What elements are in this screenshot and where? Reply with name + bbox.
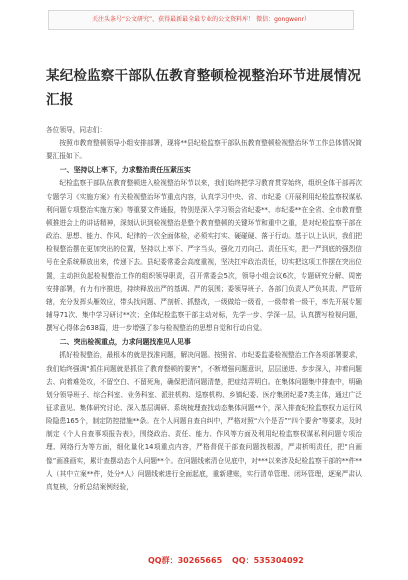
section-heading-2: 二、突出检视重点，力求问题找准见人见事 [59, 338, 191, 347]
section-heading-1: 一、坚持以上率下，力求整治责任压紧压实 [59, 166, 191, 175]
section-1-paragraph: 纪检监察干部队伍教育整顿进入检视整治环节以来，我们始终把学习教育贯穿始终，组织全体干部再次专题学习《实施方案》有关检视整治环节重点内容，认真学习中央、省、市纪委《开展利用纪检监察权谋私利问题专项整治实施方案》等重要文件通报，特别是深入学习领会省纪委**、市纪委**在全省、全市教育整顿推进会上的讲话精神，深刻认识到检视整治是整个教育整顿的关键环节和重中之重，是对纪检监察干部在政治、思想、能力、作风、纪律的一次全面体检，必须实打实、硬碰硬、落于行动。基于以上认识，我们把检视整治摆在更加突出的位置，坚持以上率下、严字当头，强化刀刃向己、责任压实，把一严到底的强烈信号在全系统释放出来，传递下去。县纪委常委会高度重视，坚决扛牢政治责任，切实把这项工作摆在突出位置，主动担负起检视整治工作的组织领导职责，召开常委会5次，领导小组会议6次，专题研究分解、周密安排部署，有力有序推进，持续释放出严的基调、严的氛围；委领导班子、各部门负责人严负其责、严管所辖，充分发挥头雁效应，带头找问题、严剖析、抓整改，一级做给一级看，一级带着一级干，率先开展专题辅导71次、集中学习研讨**次；全体纪检监察干部主动对标，先学一步、学深一层，认真撰写检视问题，撰写心得体会638篇，进一步增强了参与检视整治的思想自觉和行动自觉。 [46, 179, 362, 333]
qq-number: QQ：535304092 [232, 556, 304, 565]
greeting: 各位领导，同志们： [46, 126, 107, 134]
footer-contacts [0, 555, 408, 569]
document-body [46, 124, 362, 494]
top-banner: 关注头条号“公文研究”，获得最新最全最专业的公文资料库！ 微信：gongwenr） [48, 10, 354, 30]
section-2-paragraph: 抓好检视整治，最根本的就是找准问题，解决问题。按照省、市纪委监委检视整治工作各项部署要求，我们始终强调“抓住问题就是抓住了教育整顿的要害”，不断增强问题意识，层层递进、步步深入，冲着问题去、向着难处攻，不留空白、不留死角，确保把清问题清楚，把症结弄明白。在集体问题集中排查中，明确划分领导班子、综合科室、业务科室、派驻机构、巡察机构、乡镇纪委、医疗集团纪委7类主体，通过广泛征求意见、集体研究讨论、深入基层调研、系统梳理查找动态集体问题**个，深入排查纪检监察权力运行风险隐患165个，制定防控措施**条。在个人问题自查自纠中，严格对照“六个是否”“四个要舍”等要求，及时制定《个人自查事项报告表》，围绕政治、责任、能力、作风等方面及利用纪检监察权谋私利问题专项治理、网络行为等方面，细化量化14项重点内容，严格督促干部查问题找根源，严肃析明责任，把“自画像”画准画实，累计查摆动态个人问题**个。在问题线索清仓见底中，对***以来涉及纪检监察干部的**件**人（其中立案**件，处分*人）问题线索进行全面起底，重新建账，实行清单管理、闭环管理，逐案严肃认真复核，分析总结案例经验， [46, 351, 362, 491]
qq-group: QQ群：30265665 [148, 556, 223, 565]
document-title: 某纪检监察干部队伍教育整顿检视整治环节进展情况汇报 [46, 68, 362, 108]
intro-paragraph: 按照市教育整顿领导小组安排部署，现将**县纪检监察干部队伍教育整顿检视整治环节工作总体情况简要汇报如下。 [46, 139, 362, 161]
